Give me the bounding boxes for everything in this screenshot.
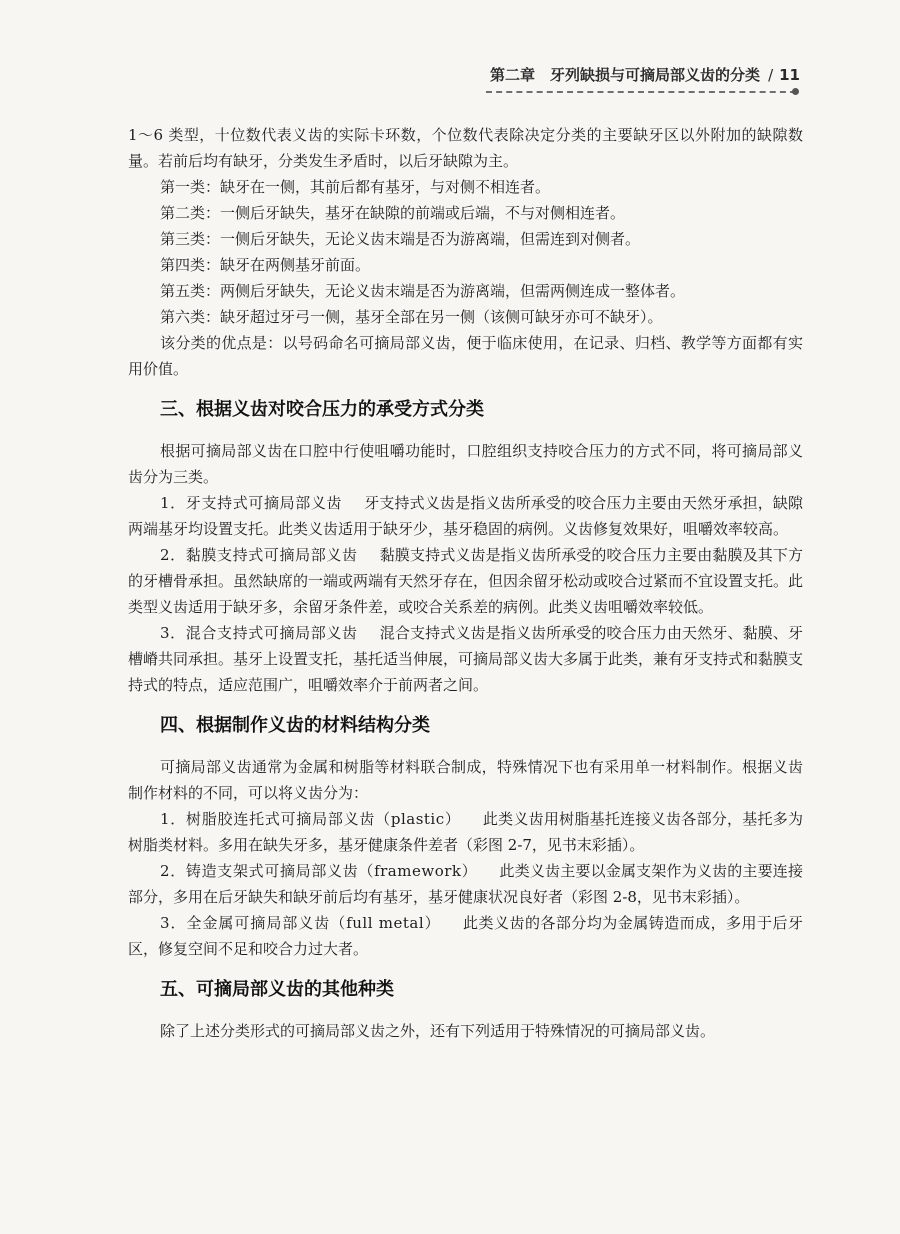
item-title: 3．混合支持式可摘局部义齿 xyxy=(160,624,358,642)
section-3-item-3 xyxy=(128,620,803,698)
header-dot-ornament xyxy=(792,88,799,95)
item-title: 3．全金属可摘局部义齿（full metal） xyxy=(160,914,441,932)
class-6-text: 第六类：缺牙超过牙弓一侧，基牙全部在另一侧（该侧可缺牙亦可不缺牙）。 xyxy=(160,308,663,326)
section-4-heading: 四、根据制作义齿的材料结构分类 xyxy=(160,715,430,736)
section-4-lead: 可摘局部义齿通常为金属和树脂等材料联合制成，特殊情况下也有采用单一材料制作。根据义齿制作材料的不同，可以将义齿分为： xyxy=(128,758,803,802)
item-title: 2．黏膜支持式可摘局部义齿 xyxy=(160,546,358,564)
section-3-item-2 xyxy=(128,542,803,620)
class-3-text: 第三类：一侧后牙缺失，无论义齿末端是否为游离端，但需连到对侧者。 xyxy=(160,230,641,248)
section-4-item-2 xyxy=(128,858,803,910)
item-title: 1．牙支持式可摘局部义齿 xyxy=(160,494,343,512)
item-text: 此类义齿用树脂基托连接义齿各部分，基托多为树脂类材料。多用在缺失牙多，基牙健康条件差者（彩图 2-7，见书末彩插）。 xyxy=(128,810,803,854)
class-4-text: 第四类：缺牙在两侧基牙前面。 xyxy=(160,256,371,274)
header-dashed-rule xyxy=(486,91,796,93)
section-5-lead: 除了上述分类形式的可摘局部义齿之外，还有下列适用于特殊情况的可摘局部义齿。 xyxy=(160,1022,716,1040)
chapter-title: 第二章 牙列缺损与可摘局部义齿的分类 xyxy=(490,66,761,84)
intro-paragraph: 1～6 类型，十位数代表义齿的实际卡环数，个位数代表除决定分类的主要缺牙区以外附加的缺隙数量。若前后均有缺牙，分类发生矛盾时，以后牙缺隙为主。 xyxy=(128,126,803,170)
section-3-item-1 xyxy=(128,490,803,542)
item-text: 混合支持式义齿是指义齿所承受的咬合压力由天然牙、黏膜、牙槽嵴共同承担。基牙上设置支托，基托适当伸展，可摘局部义齿大多属于此类，兼有牙支持式和黏膜支持式的特点，适应范围广，咀嚼效率介于前两者之间。 xyxy=(128,624,804,694)
running-header xyxy=(480,64,800,85)
header-separator: / xyxy=(768,66,774,84)
item-title: 2．铸造支架式可摘局部义齿（framework） xyxy=(160,862,478,880)
section-5-heading: 五、可摘局部义齿的其他种类 xyxy=(160,979,394,1000)
item-text: 此类义齿的各部分均为金属铸造而成，多用于后牙区，修复空间不足和咬合力过大者。 xyxy=(128,914,803,958)
section-3-heading: 三、根据义齿对咬合压力的承受方式分类 xyxy=(160,399,484,420)
class-1-text: 第一类：缺牙在一侧，其前后都有基牙，与对侧不相连者。 xyxy=(160,178,551,196)
page-number: 11 xyxy=(779,66,800,84)
advantage-paragraph: 该分类的优点是：以号码命名可摘局部义齿，便于临床使用，在记录、归档、教学等方面都有实用价值。 xyxy=(128,334,803,378)
body-text xyxy=(128,122,803,1044)
section-3-lead: 根据可摘局部义齿在口腔中行使咀嚼功能时，口腔组织支持咬合压力的方式不同，将可摘局部义齿分为三类。 xyxy=(128,442,803,486)
item-title: 1．树脂胶连托式可摘局部义齿（plastic） xyxy=(160,810,461,828)
class-2-text: 第二类：一侧后牙缺失，基牙在缺隙的前端或后端，不与对侧相连者。 xyxy=(160,204,626,222)
section-4-item-3 xyxy=(128,910,803,962)
section-4-item-1 xyxy=(128,806,803,858)
item-text: 黏膜支持式义齿是指义齿所承受的咬合压力主要由黏膜及其下方的牙槽骨承担。虽然缺席的一端或两端有天然牙存在，但因余留牙松动或咬合过紧而不宜设置支托。此类型义齿适用于缺牙多，余留牙条件差，或咬合关系差的病例。此类义齿咀嚼效率较低。 xyxy=(128,546,804,616)
item-text: 此类义齿主要以金属支架作为义齿的主要连接部分，多用在后牙缺失和缺牙前后均有基牙，基牙健康状况良好者（彩图 2-8，见书末彩插）。 xyxy=(128,862,803,906)
class-5-text: 第五类：两侧后牙缺失，无论义齿末端是否为游离端，但需两侧连成一整体者。 xyxy=(160,282,686,300)
item-text: 牙支持式义齿是指义齿所承受的咬合压力主要由天然牙承担，缺隙两端基牙均设置支托。此类义齿适用于缺牙少，基牙稳固的病例。义齿修复效果好，咀嚼效率较高。 xyxy=(128,494,803,538)
